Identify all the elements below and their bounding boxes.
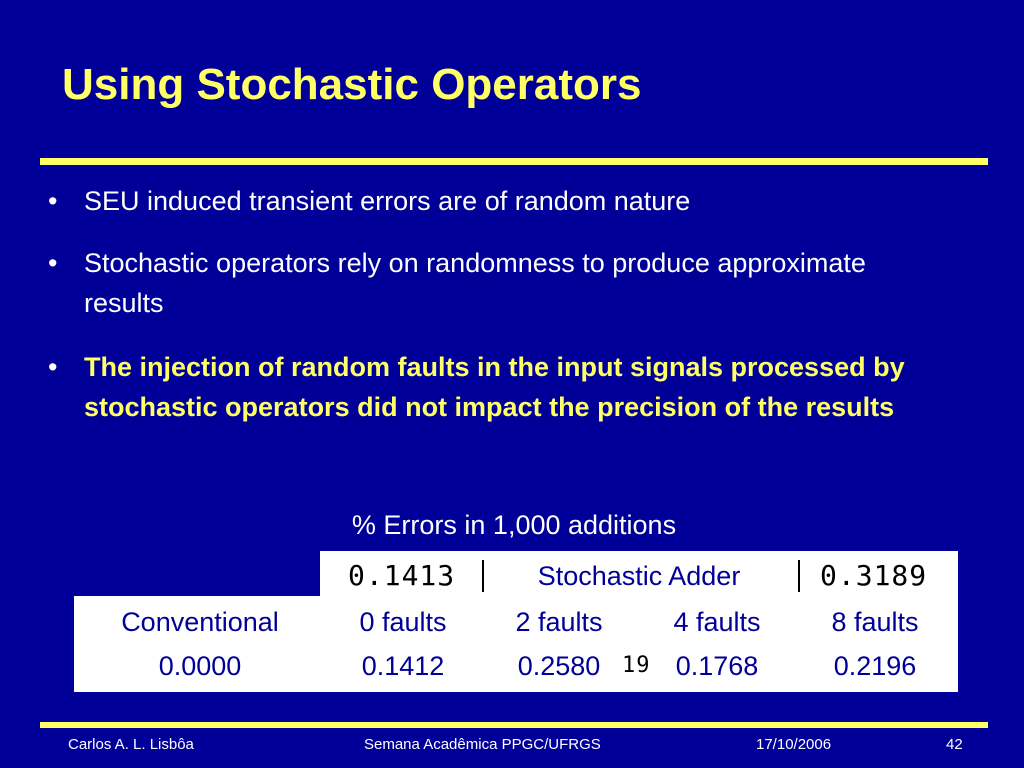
footer-divider	[40, 722, 988, 728]
footer-event: Semana Acadêmica PPGC/UFRGS	[364, 736, 601, 753]
table-caption: % Errors in 1,000 additions	[351, 510, 677, 540]
footer-date: 17/10/2006	[756, 736, 832, 753]
bullet-list	[40, 181, 920, 451]
value-2-faults: 0.2580	[482, 646, 636, 686]
inline-glyph: 19	[622, 653, 651, 678]
column-header-2-faults: 2 faults	[482, 602, 636, 642]
value-0-faults: 0.1412	[326, 646, 480, 686]
slide-title: Using Stochastic Operators	[62, 60, 642, 109]
bullet-item	[40, 181, 920, 221]
group-header-label: Stochastic Adder	[537, 561, 741, 591]
bullet-text: The injection of random faults in the input signals processed by stochastic operators did not impact the precision of the results	[84, 352, 905, 422]
column-header-conventional: Conventional	[80, 602, 320, 642]
header-separator-left	[482, 560, 484, 592]
bullet-symbol: •	[48, 352, 58, 382]
bullet-item	[40, 243, 920, 323]
column-header-8-faults: 8 faults	[798, 602, 952, 642]
header-glyph-left: 0.1413	[348, 559, 456, 592]
bullet-item-emphasized	[40, 347, 920, 427]
title-divider	[40, 158, 988, 165]
value-8-faults: 0.2196	[798, 646, 952, 686]
bullet-symbol: •	[48, 248, 58, 278]
bullet-symbol: •	[48, 186, 58, 216]
footer-page-number: 42	[946, 736, 963, 753]
footer-author: Carlos A. L. Lisbôa	[68, 736, 194, 753]
bullet-text: SEU induced transient errors are of random nature	[84, 186, 691, 216]
bullet-text: Stochastic operators rely on randomness to produce approximate results	[84, 248, 866, 318]
header-glyph-right: 0.3189	[820, 559, 928, 592]
header-separator-right	[798, 560, 800, 592]
column-header-4-faults: 4 faults	[640, 602, 794, 642]
value-4-faults: 0.1768	[640, 646, 794, 686]
column-header-0-faults: 0 faults	[326, 602, 480, 642]
value-conventional: 0.0000	[80, 646, 320, 686]
